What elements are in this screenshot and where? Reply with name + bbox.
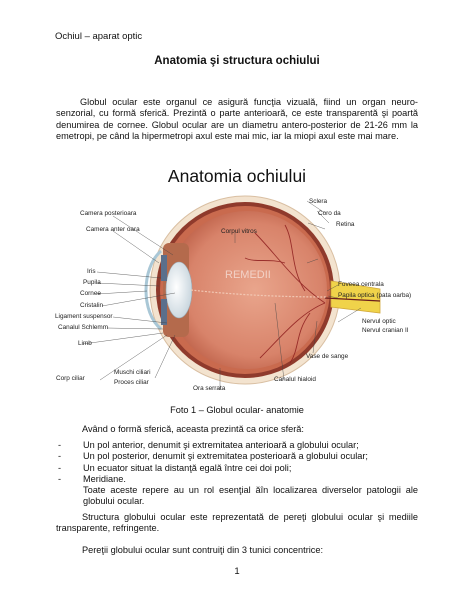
label-cristalin: Cristalin	[80, 302, 104, 309]
page-header: Ochiul – aparat optic	[55, 31, 143, 42]
label-limb: Limb	[78, 340, 92, 347]
landmarks-list	[56, 440, 418, 508]
label-camera-posterioara: Camera posterioara	[80, 210, 137, 217]
list-item: - Un pol anterior, denumit şi extremitatea anterioară a globului ocular;	[58, 440, 359, 450]
label-pupila: Pupila	[83, 279, 101, 286]
label-canalul-hialoid: Canalul hialoid	[274, 376, 316, 383]
label-sclera: Sclera	[309, 198, 328, 205]
paragraph-sphere: Având o formă sferică, aceasta prezintă ca orice sferă:	[82, 424, 304, 434]
figure-title: Anatomia ochiului	[167, 166, 307, 186]
label-proces-ciliar: Proces ciliar	[114, 379, 149, 386]
label-ora-serrata: Ora serrata	[193, 385, 226, 392]
label-corpul-vitros: Corpul vitros	[221, 228, 257, 235]
page-title: Anatomia şi structura ochiului	[154, 55, 320, 67]
figure-caption: Foto 1 – Globul ocular- anatomie	[170, 405, 304, 415]
lens-shape	[166, 262, 192, 318]
label-nervul-optic: Nervul optic	[362, 318, 396, 325]
label-canalul-schlemm: Canalul Schlemm	[58, 324, 109, 331]
label-ligament-suspensor: Ligament suspensor	[55, 313, 113, 320]
list-item: - Un pol posterior, denumit şi extremitatea posterioară a globului ocular;	[58, 451, 368, 462]
label-muschi-ciliari: Muschi ciliari	[114, 369, 151, 376]
label-iris: Iris	[87, 268, 96, 275]
paragraph-walls: Pereţii globului ocular sunt contruiţi din 3 tunici concentrice:	[82, 545, 324, 555]
list-item: - Meridiane.	[58, 473, 126, 484]
paragraph-intro: Globul ocular este organul ce asigură funcţia vizuală, fiind un organ neuro-senzorial, cu formă sferică. Prezintă o parte anterioară, ce este transparentă şi poartă denumirea de cornee. Globul ocular are un diametru antero-posterior de 21-26 mm la emetropi, pe când la hipermetropi axul este mai mic, iar la miopi axul este mai mare.	[56, 97, 418, 141]
label-foveea-centrala: Foveea centrala	[338, 281, 384, 288]
label-retina: Retina	[336, 221, 355, 228]
label-papila-optica: Papila optica (pata oarba)	[338, 292, 412, 299]
page-number: 1	[234, 566, 240, 577]
figure-watermark: REMEDII	[225, 269, 271, 281]
label-cornee: Cornee	[80, 290, 101, 297]
label-coroida: Coro da	[318, 210, 341, 217]
label-nervul-cranian: Nervul cranian II	[362, 327, 409, 334]
list-note: Toate aceste repere au un rol esenţial ăîn localizarea diverselor patologii ale globului ocular.	[83, 485, 418, 507]
label-vase-de-sange: Vase de sange	[306, 353, 349, 360]
list-item: - Un ecuator situat la distanţă egală între cei doi poli;	[58, 462, 292, 473]
label-corp-ciliar: Corp ciliar	[56, 375, 85, 382]
eye-anatomy-figure	[55, 163, 420, 395]
label-camera-anterioara: Camera anter oara	[86, 226, 140, 233]
paragraph-structure: Structura globului ocular este reprezentată de pereţi globului ocular şi mediile transparente, refringente.	[56, 512, 418, 534]
